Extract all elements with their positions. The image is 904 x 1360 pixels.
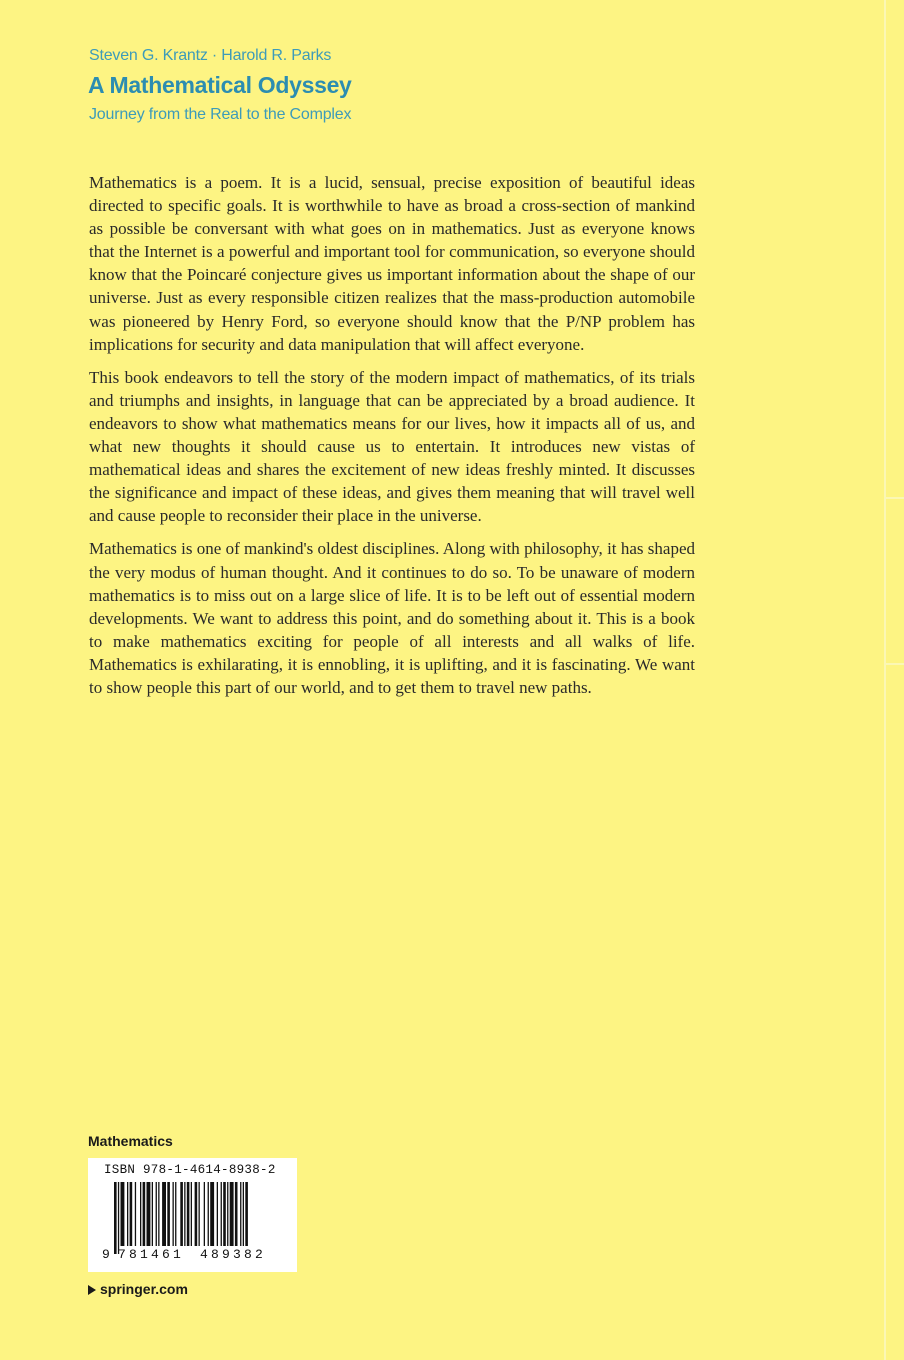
subject-category: Mathematics <box>88 1133 173 1149</box>
barcode-bar <box>158 1182 159 1246</box>
isbn-barcode <box>88 1158 297 1272</box>
barcode-bar <box>217 1182 218 1246</box>
spine-mark <box>886 663 904 665</box>
barcode-bar <box>173 1182 174 1246</box>
barcode-bar <box>135 1182 136 1246</box>
spine-fold-line <box>884 0 886 1360</box>
barcode-bar <box>230 1182 234 1246</box>
barcode-bar <box>127 1182 128 1246</box>
barcode-bar <box>235 1182 238 1246</box>
barcode-bar <box>187 1182 190 1246</box>
barcode-bar <box>199 1182 200 1246</box>
book-title: A Mathematical Odyssey <box>88 72 352 98</box>
barcode-bar <box>118 1182 119 1254</box>
barcode-bar <box>191 1182 192 1246</box>
barcode-bar <box>147 1182 151 1246</box>
barcode-bar <box>130 1182 133 1246</box>
barcode-bar <box>204 1182 205 1246</box>
barcode-lead-digit: 9 <box>102 1247 110 1262</box>
book-authors: Steven G. Krantz · Harold R. Parks <box>89 47 332 64</box>
barcode-bar <box>152 1182 153 1246</box>
barcode-right-digits: 489382 <box>200 1247 267 1262</box>
barcode-bar <box>121 1182 125 1246</box>
blurb-paragraph: Mathematics is one of mankind's oldest disciplines. Along with philosophy, it has shaped the very modus of human thought. And it continues to do so. To be unaware of modern mathematics is to miss out on a large slice of life. It is to be left out of essential modern developments. We want to address this point, and do something about it. This is a book to make mathematics exciting for people of all interests and all walks of life. Mathematics is exhilarating, it is ennobling, it is uplifting, and it is fascinating. We want to show people this part of our world, and to get them to travel new paths. <box>89 539 695 697</box>
barcode-bar <box>221 1182 222 1246</box>
blurb-text <box>89 171 695 709</box>
barcode-bar <box>162 1182 166 1246</box>
barcode-bar <box>210 1182 214 1246</box>
book-subtitle: Journey from the Real to the Complex <box>89 106 352 123</box>
barcode-bar <box>227 1182 228 1246</box>
publisher-link-label: springer.com <box>100 1281 188 1297</box>
barcode-left-digits: 781461 <box>118 1247 185 1262</box>
barcode-bar <box>180 1182 183 1246</box>
barcode-bar <box>140 1182 141 1246</box>
play-arrow-icon <box>88 1285 96 1295</box>
barcode-bar <box>143 1182 146 1246</box>
barcode-bar <box>208 1182 209 1246</box>
barcode-bar <box>240 1182 241 1246</box>
barcode-bar <box>184 1182 185 1246</box>
barcode-bar <box>114 1182 117 1254</box>
barcode-bar <box>175 1182 176 1246</box>
isbn-label: ISBN 978-1-4614-8938-2 <box>104 1163 276 1177</box>
barcode-bar <box>167 1182 170 1246</box>
barcode-bar <box>245 1182 248 1246</box>
blurb-paragraph: Mathematics is a poem. It is a lucid, sensual, precise exposition of beautiful ideas directed to specific goals. It is worthwhile to have as broad a cross-section of mankind as possible be conversant with what goes on in mathematics. Just as everyone knows that the Internet is a powerful and important tool for communication, so everyone should know that the Poincaré conjecture gives us important information about the shape of our universe. Just as every responsible citizen realizes that the mass-production automobile was pioneered by Henry Ford, so everyone should know that the P/NP problem has implications for security and data manipulation that will affect everyone. <box>89 173 695 354</box>
barcode-bar <box>156 1182 157 1246</box>
barcode-bar <box>223 1182 226 1246</box>
publisher-link[interactable] <box>88 1281 188 1297</box>
spine-mark <box>886 497 904 499</box>
barcode-bar <box>195 1182 198 1246</box>
blurb-paragraph: This book endeavors to tell the story of the modern impact of mathematics, of its trials and triumphs and insights, in language that can be appreciated by a broad audience. It endeavors to show what mathematics means for our lives, how it impacts all of us, and what new thoughts it should cause us to entertain. It introduces new vistas of mathematical ideas and shares the excitement of new ideas freshly minted. It discusses the significance and impact of these ideas, and gives them meaning that will travel well and cause people to reconsider their place in the universe. <box>89 367 695 526</box>
barcode-bar <box>243 1182 244 1246</box>
